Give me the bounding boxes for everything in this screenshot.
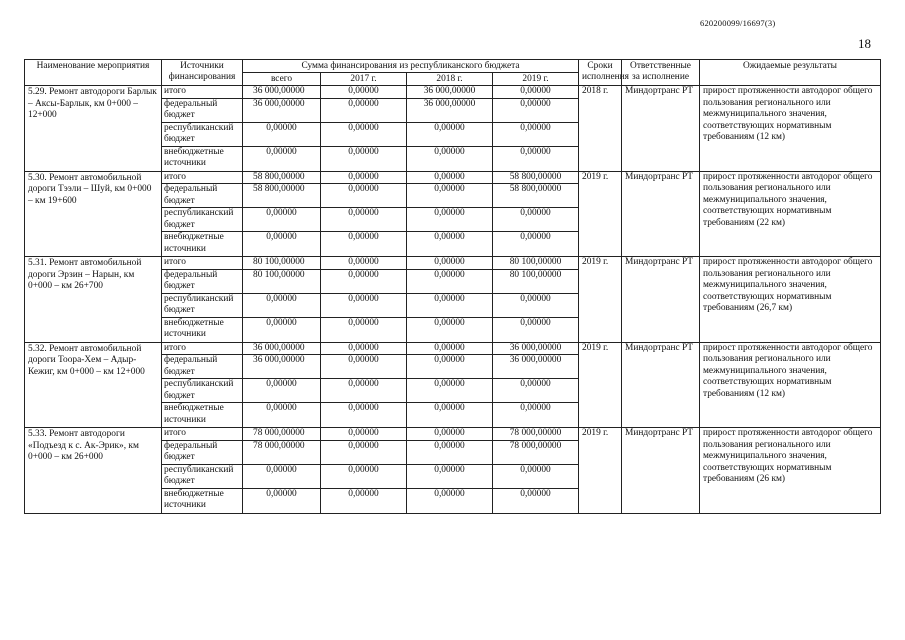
amount-2018: 0,00000 — [407, 269, 493, 293]
header-name: Наименование мероприятия — [25, 60, 162, 86]
amount-2017: 0,00000 — [321, 293, 407, 317]
execution-term: 2019 г. — [579, 257, 622, 343]
table-row — [25, 342, 881, 355]
table-header — [25, 60, 881, 86]
measure-name: 5.31. Ремонт автомобильной дороги Эрзин – Нарын, км 0+000 – км 26+700 — [25, 257, 162, 343]
funding-source: республиканский бюджет — [162, 122, 243, 146]
amount-2019: 36 000,00000 — [493, 342, 579, 355]
funding-source: итого — [162, 257, 243, 270]
amount-2018: 0,00000 — [407, 403, 493, 428]
amount-total: 36 000,00000 — [243, 86, 321, 99]
execution-term: 2019 г. — [579, 428, 622, 514]
amount-2019: 58 800,00000 — [493, 171, 579, 184]
funding-source: федеральный бюджет — [162, 440, 243, 464]
amount-2018: 0,00000 — [407, 257, 493, 270]
budget-table — [24, 59, 881, 514]
amount-total: 0,00000 — [243, 208, 321, 232]
expected-result: прирост протяженности автодорог общего пользования регионального или межмуниципального значения, соответствующих нормативным требованиям (26 км) — [700, 428, 881, 514]
table-row — [25, 171, 881, 184]
amount-2018: 0,00000 — [407, 428, 493, 441]
header-sum: Сумма финансирования из республиканского бюджета — [243, 60, 579, 73]
expected-result: прирост протяженности автодорог общего пользования регионального или межмуниципального значения, соответствующих нормативным требованиям (22 км) — [700, 171, 881, 257]
funding-source: внебюджетные источники — [162, 146, 243, 171]
amount-total: 0,00000 — [243, 379, 321, 403]
measure-name: 5.32. Ремонт автомобильной дороги Тоора-Хем – Адыр-Кежиг, км 0+000 – км 12+000 — [25, 342, 162, 428]
funding-source: федеральный бюджет — [162, 269, 243, 293]
amount-2018: 0,00000 — [407, 122, 493, 146]
amount-2019: 58 800,00000 — [493, 184, 579, 208]
amount-total: 0,00000 — [243, 293, 321, 317]
amount-total: 0,00000 — [243, 146, 321, 171]
amount-2017: 0,00000 — [321, 146, 407, 171]
amount-2017: 0,00000 — [321, 440, 407, 464]
amount-2019: 0,00000 — [493, 403, 579, 428]
amount-total: 0,00000 — [243, 464, 321, 488]
header-total: всего — [243, 73, 321, 86]
amount-2018: 36 000,00000 — [407, 86, 493, 99]
amount-2019: 80 100,00000 — [493, 257, 579, 270]
measure-name: 5.29. Ремонт автодороги Барлык – Аксы-Барлык, км 0+000 – 12+000 — [25, 86, 162, 172]
amount-total: 78 000,00000 — [243, 440, 321, 464]
table-row — [25, 86, 881, 99]
amount-total: 80 100,00000 — [243, 269, 321, 293]
amount-2018: 0,00000 — [407, 464, 493, 488]
execution-term: 2018 г. — [579, 86, 622, 172]
header-2019: 2019 г. — [493, 73, 579, 86]
header-2017: 2017 г. — [321, 73, 407, 86]
amount-2017: 0,00000 — [321, 355, 407, 379]
amount-total: 0,00000 — [243, 232, 321, 257]
amount-2017: 0,00000 — [321, 317, 407, 342]
funding-source: федеральный бюджет — [162, 184, 243, 208]
funding-source: внебюджетные источники — [162, 403, 243, 428]
responsible-party: Миндортранс РТ — [622, 342, 700, 428]
amount-2019: 78 000,00000 — [493, 428, 579, 441]
amount-2017: 0,00000 — [321, 208, 407, 232]
amount-total: 0,00000 — [243, 317, 321, 342]
amount-2018: 0,00000 — [407, 232, 493, 257]
funding-source: внебюджетные источники — [162, 317, 243, 342]
amount-2017: 0,00000 — [321, 488, 407, 513]
funding-source: республиканский бюджет — [162, 208, 243, 232]
table-row — [25, 428, 881, 441]
amount-2017: 0,00000 — [321, 403, 407, 428]
amount-2018: 0,00000 — [407, 355, 493, 379]
amount-2017: 0,00000 — [321, 171, 407, 184]
funding-source: внебюджетные источники — [162, 232, 243, 257]
header-responsible: Ответственные за исполнение — [622, 60, 700, 86]
execution-term: 2019 г. — [579, 171, 622, 257]
amount-2019: 78 000,00000 — [493, 440, 579, 464]
amount-2017: 0,00000 — [321, 257, 407, 270]
amount-total: 0,00000 — [243, 122, 321, 146]
amount-2018: 0,00000 — [407, 317, 493, 342]
responsible-party: Миндортранс РТ — [622, 428, 700, 514]
amount-total: 0,00000 — [243, 488, 321, 513]
amount-2017: 0,00000 — [321, 184, 407, 208]
amount-2018: 0,00000 — [407, 379, 493, 403]
funding-source: республиканский бюджет — [162, 293, 243, 317]
funding-source: федеральный бюджет — [162, 98, 243, 122]
amount-2019: 0,00000 — [493, 488, 579, 513]
table-row — [25, 257, 881, 270]
amount-2019: 0,00000 — [493, 232, 579, 257]
funding-source: федеральный бюджет — [162, 355, 243, 379]
amount-2017: 0,00000 — [321, 86, 407, 99]
amount-2019: 0,00000 — [493, 317, 579, 342]
amount-2019: 0,00000 — [493, 86, 579, 99]
amount-2019: 0,00000 — [493, 293, 579, 317]
amount-2019: 0,00000 — [493, 464, 579, 488]
measure-name: 5.33. Ремонт автодороги «Подъезд к с. Ак-Эрик», км 0+000 – км 26+000 — [25, 428, 162, 514]
amount-2019: 0,00000 — [493, 379, 579, 403]
funding-source: итого — [162, 171, 243, 184]
page-number: 18 — [858, 36, 871, 51]
amount-total: 0,00000 — [243, 403, 321, 428]
amount-2019: 36 000,00000 — [493, 355, 579, 379]
amount-total: 36 000,00000 — [243, 98, 321, 122]
amount-total: 78 000,00000 — [243, 428, 321, 441]
amount-total: 36 000,00000 — [243, 355, 321, 379]
expected-result: прирост протяженности автодорог общего пользования регионального или межмуниципального значения, соответствующих нормативным требованиям (12 км) — [700, 342, 881, 428]
amount-total: 80 100,00000 — [243, 257, 321, 270]
responsible-party: Миндортранс РТ — [622, 257, 700, 343]
header-results: Ожидаемые результаты — [700, 60, 881, 86]
amount-2018: 0,00000 — [407, 208, 493, 232]
responsible-party: Миндортранс РТ — [622, 86, 700, 172]
amount-2019: 0,00000 — [493, 98, 579, 122]
amount-2019: 0,00000 — [493, 122, 579, 146]
funding-source: итого — [162, 428, 243, 441]
amount-2017: 0,00000 — [321, 464, 407, 488]
header-2018: 2018 г. — [407, 73, 493, 86]
amount-total: 36 000,00000 — [243, 342, 321, 355]
amount-2019: 80 100,00000 — [493, 269, 579, 293]
amount-2017: 0,00000 — [321, 269, 407, 293]
amount-2018: 0,00000 — [407, 171, 493, 184]
amount-2017: 0,00000 — [321, 98, 407, 122]
funding-source: внебюджетные источники — [162, 488, 243, 513]
funding-source: республиканский бюджет — [162, 379, 243, 403]
amount-2018: 0,00000 — [407, 342, 493, 355]
amount-2017: 0,00000 — [321, 428, 407, 441]
responsible-party: Миндортранс РТ — [622, 171, 700, 257]
amount-2017: 0,00000 — [321, 379, 407, 403]
expected-result: прирост протяженности автодорог общего пользования регионального или межмуниципального значения, соответствующих нормативным требованиям (26,7 км) — [700, 257, 881, 343]
funding-source: республиканский бюджет — [162, 464, 243, 488]
expected-result: прирост протяженности автодорог общего пользования регионального или межмуниципального значения, соответствующих нормативным требованиям (12 км) — [700, 86, 881, 172]
funding-source: итого — [162, 342, 243, 355]
measure-name: 5.30. Ремонт автомобильной дороги Тээли – Шуй, км 0+000 – км 19+600 — [25, 171, 162, 257]
funding-source: итого — [162, 86, 243, 99]
amount-2018: 0,00000 — [407, 146, 493, 171]
document-number: 620200099/16697(3) — [700, 18, 776, 28]
amount-total: 58 800,00000 — [243, 184, 321, 208]
table-body — [25, 86, 881, 514]
amount-2018: 0,00000 — [407, 293, 493, 317]
amount-2018: 36 000,00000 — [407, 98, 493, 122]
amount-2017: 0,00000 — [321, 232, 407, 257]
amount-2018: 0,00000 — [407, 488, 493, 513]
amount-total: 58 800,00000 — [243, 171, 321, 184]
amount-2017: 0,00000 — [321, 122, 407, 146]
amount-2018: 0,00000 — [407, 184, 493, 208]
header-terms: Сроки исполнения — [579, 60, 622, 86]
execution-term: 2019 г. — [579, 342, 622, 428]
amount-2018: 0,00000 — [407, 440, 493, 464]
amount-2017: 0,00000 — [321, 342, 407, 355]
amount-2019: 0,00000 — [493, 146, 579, 171]
header-sources: Источники финансирования — [162, 60, 243, 86]
amount-2019: 0,00000 — [493, 208, 579, 232]
